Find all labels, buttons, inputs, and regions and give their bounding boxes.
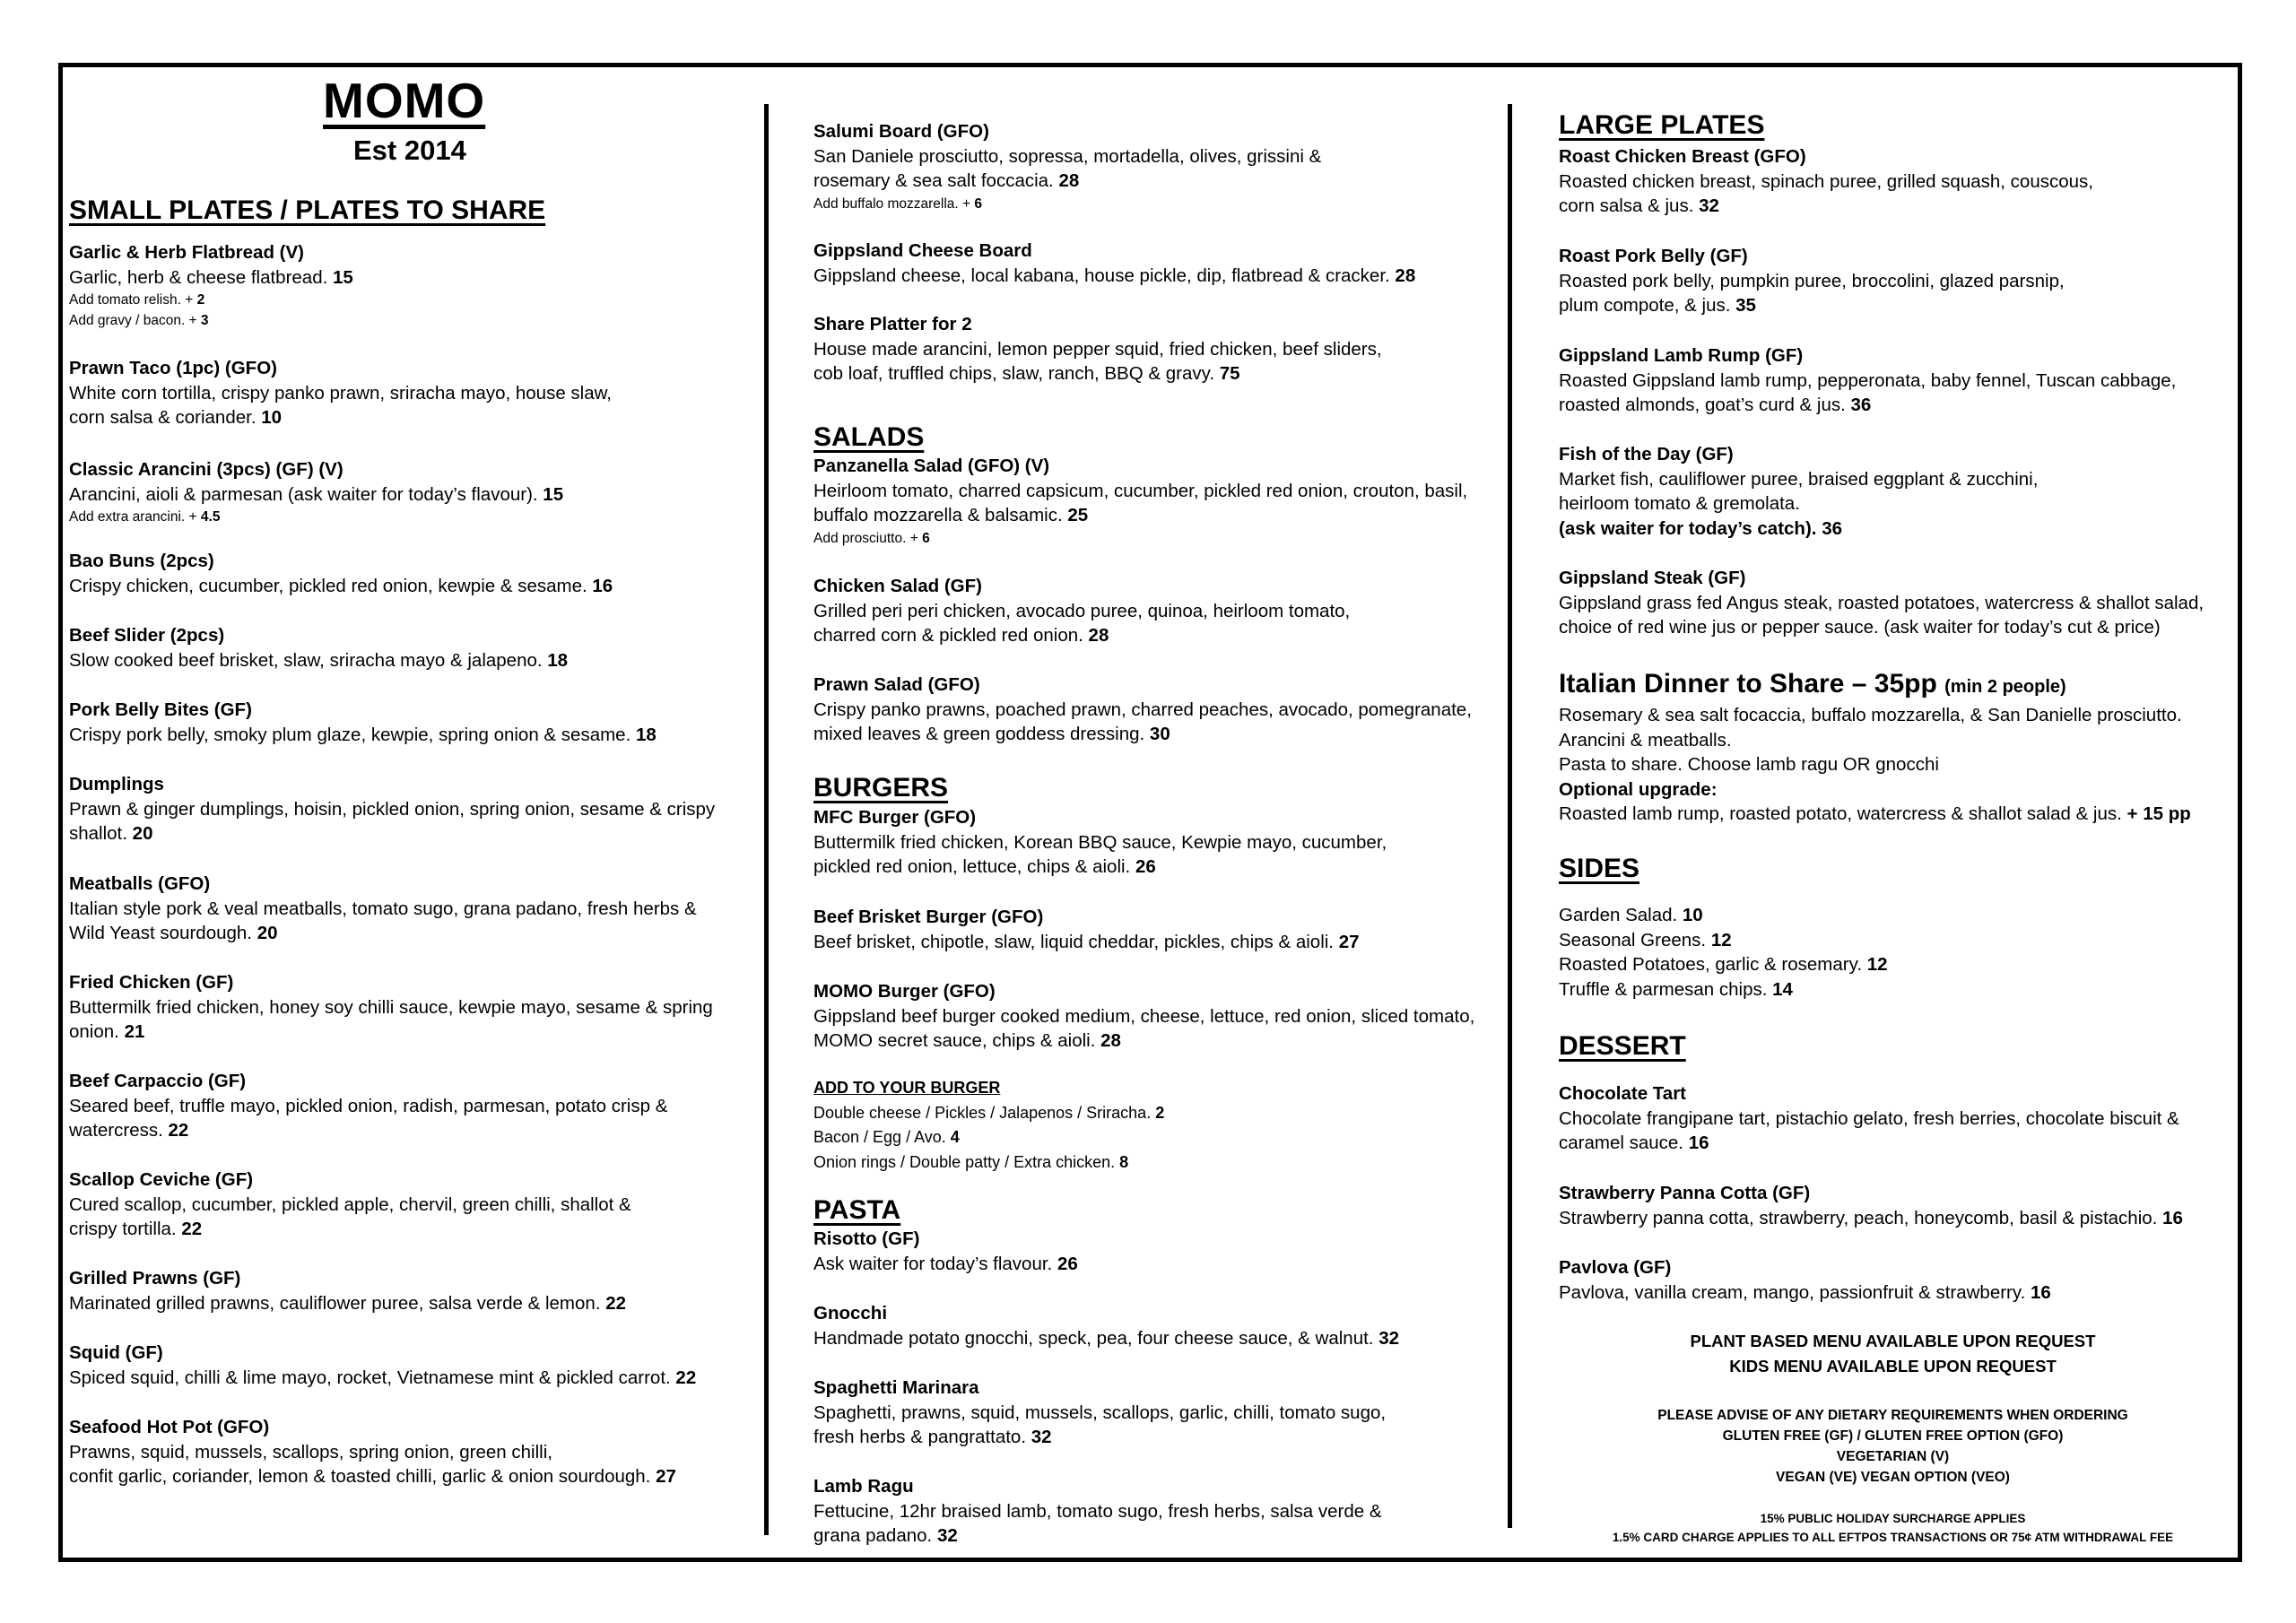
menu-item-description — [813, 1004, 1504, 1054]
add-to-burger-text: Double cheese / Pickles / Jalapenos / Sriracha. — [813, 1103, 1156, 1122]
italian-upgrade-price: + 15 pp — [2126, 803, 2191, 824]
menu-item-name: Pavlova (GF) — [1559, 1257, 1672, 1278]
menu-item-desc-text: Crispy chicken, cucumber, pickled red onion, kewpie & sesame. — [69, 575, 587, 596]
menu-item-description — [813, 698, 1504, 747]
menu-item-name: Garlic & Herb Flatbread (V) — [69, 242, 305, 263]
menu-item-desc-text: House made arancini, lemon pepper squid, fried chicken, beef sliders, cob loaf, truffled chips, slaw, ranch, BBQ & gravy. — [813, 338, 1382, 384]
addon-price: 4.5 — [200, 509, 221, 525]
menu-item-name: Beef Carpaccio (GF) — [69, 1071, 247, 1091]
italian-dinner-title-text: Italian Dinner to Share – 35pp — [1559, 669, 1937, 699]
menu-item-name: Spaghetti Marinara — [813, 1377, 979, 1398]
menu-item — [69, 1341, 751, 1390]
menu-item-price: 32 — [936, 1525, 958, 1546]
menu-item-description — [69, 1291, 751, 1316]
menu-item-desc-text: Italian style pork & veal meatballs, tomato sugo, grana padano, fresh herbs & Wild Yeast sourdough. — [69, 898, 697, 943]
menu-item-desc-text: Seared beef, truffle mayo, pickled onion, radish, parmesan, potato crisp & watercress. — [69, 1095, 668, 1141]
italian-dinner-details — [1559, 703, 2240, 827]
column-divider-right — [1508, 104, 1512, 1528]
menu-item — [69, 1069, 751, 1143]
menu-item-price: 27 — [1338, 931, 1360, 952]
menu-item-price: 15 — [333, 266, 353, 288]
menu-item-name: MOMO Burger (GFO) — [813, 981, 996, 1002]
menu-item-desc-text: Marinated grilled prawns, cauliflower puree, salsa verde & lemon. — [69, 1292, 601, 1314]
menu-item-description — [69, 1193, 751, 1242]
menu-item-name: Dumplings — [69, 774, 164, 794]
menu-item-desc-text: Buttermilk fried chicken, honey soy chilli sauce, kewpie mayo, sesame & spring onion. — [69, 996, 713, 1042]
menu-item-description — [813, 830, 1504, 880]
menu-item-description — [69, 1366, 751, 1391]
side-item-text: Garden Salad. — [1559, 905, 1678, 925]
menu-item-price: 28 — [1395, 265, 1416, 286]
menu-item-addon — [69, 310, 751, 331]
menu-item-description — [813, 1326, 1504, 1351]
menu-item-name: Grilled Prawns (GF) — [69, 1268, 241, 1289]
menu-item-description — [69, 995, 751, 1045]
menu-item — [69, 623, 751, 673]
menu-item-description — [1559, 269, 2240, 318]
menu-item-name: Gippsland Steak (GF) — [1559, 568, 1746, 588]
addon-price: 6 — [974, 195, 982, 212]
menu-item-description — [1559, 1206, 2240, 1231]
menu-item-description — [1559, 1107, 2240, 1156]
menu-item-description — [69, 574, 751, 599]
menu-item — [813, 454, 1504, 549]
menu-item-price: 20 — [257, 923, 278, 943]
menu-item-name: Roast Chicken Breast (GFO) — [1559, 146, 1806, 167]
menu-item — [1559, 1255, 2240, 1305]
menu-item-name: Chocolate Tart — [1559, 1083, 1686, 1104]
menu-item-price: 25 — [1067, 505, 1089, 525]
menu-item-description — [813, 264, 1495, 289]
menu-item-name: Scallop Ceviche (GF) — [69, 1169, 254, 1190]
notice-line: PLANT BASED MENU AVAILABLE UPON REQUEST — [1690, 1332, 2096, 1350]
menu-item — [69, 698, 751, 747]
menu-item-desc-text: Spiced squid, chilli & lime mayo, rocket, Vietnamese mint & pickled carrot. — [69, 1367, 671, 1388]
italian-dinner-line: Arancini & meatballs. — [1559, 729, 1732, 751]
menu-item-name: Roast Pork Belly (GF) — [1559, 246, 1748, 266]
menu-item — [813, 979, 1504, 1054]
notice-group-menus — [1559, 1329, 2227, 1378]
menu-item-desc-text: Crispy panko prawns, poached prawn, charred peaches, avocado, pomegranate, mixed leaves & green goddess dressing. — [813, 699, 1472, 744]
addon-price: 3 — [200, 313, 209, 328]
menu-item-price: 36 — [1850, 395, 1872, 415]
menu-item-price: 18 — [547, 649, 569, 671]
menu-item-addon — [69, 507, 751, 527]
menu-item — [69, 457, 751, 527]
menu-item-name: Panzanella Salad (GFO) (V) — [813, 456, 1050, 476]
menu-item-desc-text: Crispy pork belly, smoky plum glaze, kewpie, spring onion & sesame. — [69, 724, 631, 745]
menu-item-price: 21 — [124, 1021, 145, 1042]
menu-item-price: 28 — [1058, 170, 1080, 191]
menu-item-name: Meatballs (GFO) — [69, 873, 211, 894]
menu-item-desc-text: Prawn & ginger dumplings, hoisin, pickled onion, spring onion, sesame & crispy shallot. — [69, 798, 716, 844]
menu-item-description — [69, 723, 751, 748]
notice-line: KIDS MENU AVAILABLE UPON REQUEST — [1729, 1356, 2057, 1376]
menu-item-name: Chicken Salad (GF) — [813, 576, 982, 596]
italian-upgrade-line — [1559, 802, 2240, 827]
section-title-burgers: BURGERS — [813, 773, 949, 803]
menu-item-price: 22 — [675, 1367, 697, 1388]
menu-item-description — [1559, 467, 2240, 542]
italian-upgrade-label: Optional upgrade: — [1559, 778, 1718, 800]
menu-item-description — [813, 337, 1495, 386]
notice-group-surcharges — [1559, 1509, 2227, 1547]
menu-item-price: 16 — [2031, 1281, 2051, 1303]
menu-item-description — [1559, 369, 2240, 418]
menu-item-price: 16 — [1688, 1133, 1709, 1153]
menu-item-price: 18 — [635, 724, 657, 745]
menu-item-description — [69, 1094, 751, 1143]
menu-item — [1559, 343, 2240, 418]
menu-item — [1559, 244, 2240, 318]
menu-item-desc-text: Arancini, aioli & parmesan (ask waiter for today’s flavour). — [69, 483, 538, 505]
menu-item-description — [813, 479, 1504, 528]
menu-item-description — [69, 897, 751, 946]
menu-item-name: Share Platter for 2 — [813, 314, 972, 334]
menu-item — [813, 119, 1495, 214]
add-to-burger-list — [813, 1101, 1164, 1176]
side-item-text: Seasonal Greens. — [1559, 929, 1707, 950]
column-divider-left — [764, 104, 769, 1535]
menu-item-name: Gippsland Lamb Rump (GF) — [1559, 345, 1804, 366]
menu-item-price: 10 — [261, 407, 283, 428]
add-to-burger-text: Bacon / Egg / Avo. — [813, 1128, 951, 1146]
menu-item-desc-text: Market fish, cauliflower puree, braised eggplant & zucchini, heirloom tomato & gremolata. — [1559, 468, 2039, 514]
menu-item — [69, 549, 751, 598]
menu-item-desc-text: White corn tortilla, crispy panko prawn, sriracha mayo, house slaw, corn salsa & coriander. — [69, 382, 613, 428]
menu-item-desc-text: Beef brisket, chipotle, slaw, liquid cheddar, pickles, chips & aioli. — [813, 931, 1334, 952]
menu-item-name: Prawn Taco (1pc) (GFO) — [69, 358, 277, 378]
menu-item-name: Prawn Salad (GFO) — [813, 674, 980, 695]
notice-line: GLUTEN FREE (GF) / GLUTEN FREE OPTION (GFO) — [1722, 1428, 2064, 1444]
menu-item-description — [1559, 1280, 2240, 1306]
menu-item-description — [813, 1401, 1504, 1450]
menu-item-price: 30 — [1149, 724, 1170, 744]
menu-item-addon — [813, 194, 1495, 214]
menu-item — [813, 905, 1504, 954]
menu-item-description — [1559, 591, 2240, 640]
menu-item-description — [69, 648, 751, 673]
menu-item-price: 27 — [656, 1466, 676, 1487]
side-item-price: 12 — [1866, 954, 1888, 975]
italian-dinner-lines — [1559, 703, 2240, 777]
menu-item-name: Fried Chicken (GF) — [69, 972, 234, 993]
menu-item-price: 28 — [1100, 1030, 1121, 1051]
side-item — [1559, 903, 1888, 928]
addon-text: Add tomato relish. + — [69, 292, 197, 308]
italian-dinner-line: Pasta to share. Choose lamb ragu OR gnocchi — [1559, 754, 1939, 775]
menu-item — [813, 1301, 1504, 1350]
menu-item — [69, 240, 751, 331]
side-item-price: 10 — [1682, 905, 1703, 925]
menu-item — [69, 356, 751, 430]
notice-line: VEGETARIAN (V) — [1836, 1449, 1950, 1464]
notice-line: VEGAN (VE) VEGAN OPTION (VEO) — [1776, 1470, 2010, 1485]
section-title-large-plates: LARGE PLATES — [1559, 110, 1765, 140]
menu-item — [1559, 442, 2240, 541]
menu-item-desc-text: Gippsland grass fed Angus steak, roasted potatoes, watercress & shallot salad, choice of red wine jus or pepper sauce. (ask waiter for today’s cut & price) — [1559, 592, 2205, 638]
menu-item — [69, 970, 751, 1045]
menu-item-desc-text: Roasted Gippsland lamb rump, pepperonata, baby fennel, Tuscan cabbage, roasted almonds, goat’s curd & jus. — [1559, 369, 2177, 415]
menu-item-price: 16 — [2162, 1207, 2183, 1228]
menu-item-desc-text: San Daniele prosciutto, sopressa, mortadella, olives, grissini & rosemary & sea salt foccacia. — [813, 145, 1322, 191]
menu-item-desc-text: Gippsland beef burger cooked medium, cheese, lettuce, red onion, sliced tomato, MOMO secret sauce, chips & aioli. — [813, 1005, 1475, 1051]
add-to-burger-block — [813, 1076, 1164, 1175]
menu-item-desc-text: Fettucine, 12hr braised lamb, tomato sugo, fresh herbs, salsa verde & grana padano. — [813, 1500, 1382, 1546]
menu-item-description — [1559, 169, 2240, 219]
menu-item-description — [813, 1499, 1504, 1549]
menu-item-desc-text: Cured scallop, cucumber, pickled apple, chervil, green chilli, shallot & crispy tortilla. — [69, 1193, 631, 1239]
menu-item-description — [69, 482, 751, 508]
italian-dinner-min-note: (min 2 people) — [1944, 677, 2066, 697]
menu-item-price: 26 — [1057, 1253, 1078, 1274]
section-title-sides: SIDES — [1559, 854, 1640, 883]
menu-item — [813, 574, 1504, 648]
menu-item-addon — [813, 528, 1504, 549]
menu-item-name: Classic Arancini (3pcs) (GF) (V) — [69, 459, 344, 480]
menu-item-name: Lamb Ragu — [813, 1476, 914, 1497]
side-item — [1559, 928, 1888, 953]
established-year: Est 2014 — [353, 135, 466, 166]
menu-item — [813, 673, 1504, 747]
addon-price: 2 — [196, 292, 205, 308]
menu-item-description — [69, 265, 751, 291]
menu-item — [813, 1227, 1504, 1276]
menu-item-addon — [69, 290, 751, 310]
menu-item — [69, 772, 751, 846]
menu-item-name: Strawberry Panna Cotta (GF) — [1559, 1183, 1811, 1203]
italian-upgrade-text: Roasted lamb rump, roasted potato, watercress & shallot salad & jus. — [1559, 803, 2122, 824]
add-to-burger-item — [813, 1101, 1164, 1126]
add-to-burger-title: ADD TO YOUR BURGER — [813, 1079, 1001, 1097]
menu-item — [1559, 1081, 2240, 1156]
add-to-burger-price: 4 — [950, 1128, 960, 1146]
menu-item-name: Beef Brisket Burger (GFO) — [813, 907, 1044, 927]
menu-item-description — [813, 930, 1504, 955]
menu-item-price: 32 — [1699, 195, 1719, 216]
menu-item-name: Gnocchi — [813, 1303, 888, 1324]
menu-item-name: Risotto (GF) — [813, 1228, 920, 1249]
section-title-small-plates: SMALL PLATES / PLATES TO SHARE — [69, 195, 546, 225]
menu-item — [69, 872, 751, 946]
menu-item-name: Salumi Board (GFO) — [813, 121, 989, 142]
notice-line: PLEASE ADVISE OF ANY DIETARY REQUIREMENTS WHEN ORDERING — [1657, 1408, 2128, 1423]
menu-item — [69, 1415, 751, 1489]
menu-item — [813, 239, 1495, 288]
notice-line: 15% PUBLIC HOLIDAY SURCHARGE APPLIES — [1760, 1512, 2026, 1525]
add-to-burger-item — [813, 1125, 1164, 1150]
section-title-pasta: PASTA — [813, 1195, 901, 1225]
menu-item-desc-text: Gippsland cheese, local kabana, house pickle, dip, flatbread & cracker. — [813, 265, 1390, 286]
add-to-burger-price: 8 — [1119, 1152, 1129, 1171]
menu-item — [1559, 144, 2240, 219]
menu-item-description — [813, 144, 1495, 194]
side-item — [1559, 952, 1888, 977]
side-item-price: 14 — [1772, 978, 1793, 1000]
side-item-price: 12 — [1710, 929, 1732, 950]
menu-item-desc-text: Prawns, squid, mussels, scallops, spring onion, green chilli, confit garlic, coriander, lemon & toasted chilli, garlic & onion sourdough. — [69, 1441, 651, 1487]
notice-line: 1.5% CARD CHARGE APPLIES TO ALL EFTPOS TRANSACTIONS OR 75¢ ATM WITHDRAWAL FEE — [1612, 1531, 2174, 1544]
menu-item-desc-text: Garlic, herb & cheese flatbread. — [69, 266, 328, 288]
menu-item-desc-text: Chocolate frangipane tart, pistachio gelato, fresh berries, chocolate biscuit & caramel sauce. — [1559, 1107, 2179, 1153]
menu-item-price: 22 — [168, 1120, 189, 1141]
menu-item-note: (ask waiter for today’s catch). — [1559, 517, 1817, 539]
menu-item — [813, 805, 1504, 880]
menu-item — [1559, 566, 2240, 640]
sides-block — [1559, 903, 1888, 1002]
menu-item-price: 32 — [1031, 1427, 1052, 1447]
restaurant-name: MOMO — [323, 73, 486, 128]
menu-item-name: Gippsland Cheese Board — [813, 240, 1032, 261]
addon-text: Add prosciutto. + — [813, 530, 923, 546]
section-title-dessert: DESSERT — [1559, 1031, 1686, 1061]
menu-item-description — [69, 1440, 751, 1489]
menu-item-desc-text: Handmade potato gnocchi, speck, pea, four cheese sauce, & walnut. — [813, 1327, 1374, 1349]
menu-item-price: 16 — [592, 575, 613, 596]
add-to-burger-item — [813, 1150, 1164, 1176]
section-title-salads: SALADS — [813, 422, 925, 452]
menu-item-name: Squid (GF) — [69, 1342, 163, 1363]
menu-item-desc-text: Ask waiter for today’s flavour. — [813, 1253, 1053, 1274]
menu-item-description — [69, 797, 751, 846]
add-to-burger-text: Onion rings / Double patty / Extra chicken. — [813, 1152, 1120, 1171]
menu-item — [813, 1474, 1504, 1549]
menu-item — [813, 312, 1495, 386]
addon-text: Add buffalo mozzarella. + — [813, 195, 975, 212]
menu-item-description — [69, 381, 751, 430]
add-to-burger-price: 2 — [1155, 1103, 1165, 1122]
menu-item — [69, 1266, 751, 1315]
menu-item-price: 32 — [1378, 1327, 1400, 1349]
menu-item-price: 22 — [181, 1219, 203, 1239]
italian-dinner-title — [1559, 669, 2066, 699]
side-item-text: Roasted Potatoes, garlic & rosemary. — [1559, 954, 1863, 975]
menu-item-description — [813, 599, 1504, 648]
menu-item-desc-text: Roasted pork belly, pumpkin puree, broccolini, glazed parsnip, plum compote, & jus. — [1559, 270, 2065, 316]
menu-item-name: MFC Burger (GFO) — [813, 807, 977, 828]
addon-text: Add gravy / bacon. + — [69, 313, 201, 328]
menu-item-name: Beef Slider (2pcs) — [69, 625, 225, 646]
side-item — [1559, 977, 1888, 1002]
menu-item-name: Pork Belly Bites (GF) — [69, 699, 252, 720]
menu-item-name: Fish of the Day (GF) — [1559, 444, 1734, 464]
menu-item-description — [813, 1252, 1504, 1277]
menu-item-price: 28 — [1088, 625, 1109, 646]
menu-item-desc-text: Spaghetti, prawns, squid, mussels, scallops, garlic, chilli, tomato sugo, fresh herbs & pangrattato. — [813, 1402, 1387, 1447]
menu-item-desc-text: Heirloom tomato, charred capsicum, cucumber, pickled red onion, crouton, basil, buffalo mozzarella & balsamic. — [813, 480, 1468, 525]
addon-text: Add extra arancini. + — [69, 509, 201, 525]
menu-item-name: Bao Buns (2pcs) — [69, 551, 214, 571]
menu-item — [813, 1376, 1504, 1450]
side-item-text: Truffle & parmesan chips. — [1559, 978, 1768, 1000]
menu-item-price: 35 — [1735, 295, 1756, 316]
menu-item-price: 20 — [132, 823, 153, 844]
menu-item-price: 15 — [543, 483, 564, 505]
italian-dinner-line: Rosemary & sea salt focaccia, buffalo mozzarella, & San Danielle prosciutto. — [1559, 705, 2182, 725]
menu-item-price: 36 — [1822, 517, 1842, 539]
addon-price: 6 — [922, 530, 930, 546]
menu-item-price: 26 — [1135, 856, 1156, 877]
menu-item-desc-text: Slow cooked beef brisket, slaw, sriracha mayo & jalapeno. — [69, 649, 543, 671]
menu-item-desc-text: Roasted chicken breast, spinach puree, grilled squash, couscous, corn salsa & jus. — [1559, 170, 2093, 216]
menu-item-price: 22 — [605, 1292, 627, 1314]
menu-item — [1559, 1181, 2240, 1230]
menu-item — [69, 1167, 751, 1242]
menu-item-name: Seafood Hot Pot (GFO) — [69, 1417, 270, 1437]
menu-item-desc-text: Buttermilk fried chicken, Korean BBQ sauce, Kewpie mayo, cucumber, pickled red onion, lettuce, chips & aioli. — [813, 831, 1387, 877]
menu-item-desc-text: Grilled peri peri chicken, avocado puree, quinoa, heirloom tomato, charred corn & pickled red onion. — [813, 600, 1351, 646]
menu-item-desc-text: Strawberry panna cotta, strawberry, peach, honeycomb, basil & pistachio. — [1559, 1207, 2158, 1228]
notice-group-dietary — [1559, 1405, 2227, 1488]
menu-item-price: 75 — [1219, 363, 1240, 384]
menu-item-desc-text: Pavlova, vanilla cream, mango, passionfruit & strawberry. — [1559, 1281, 2026, 1303]
